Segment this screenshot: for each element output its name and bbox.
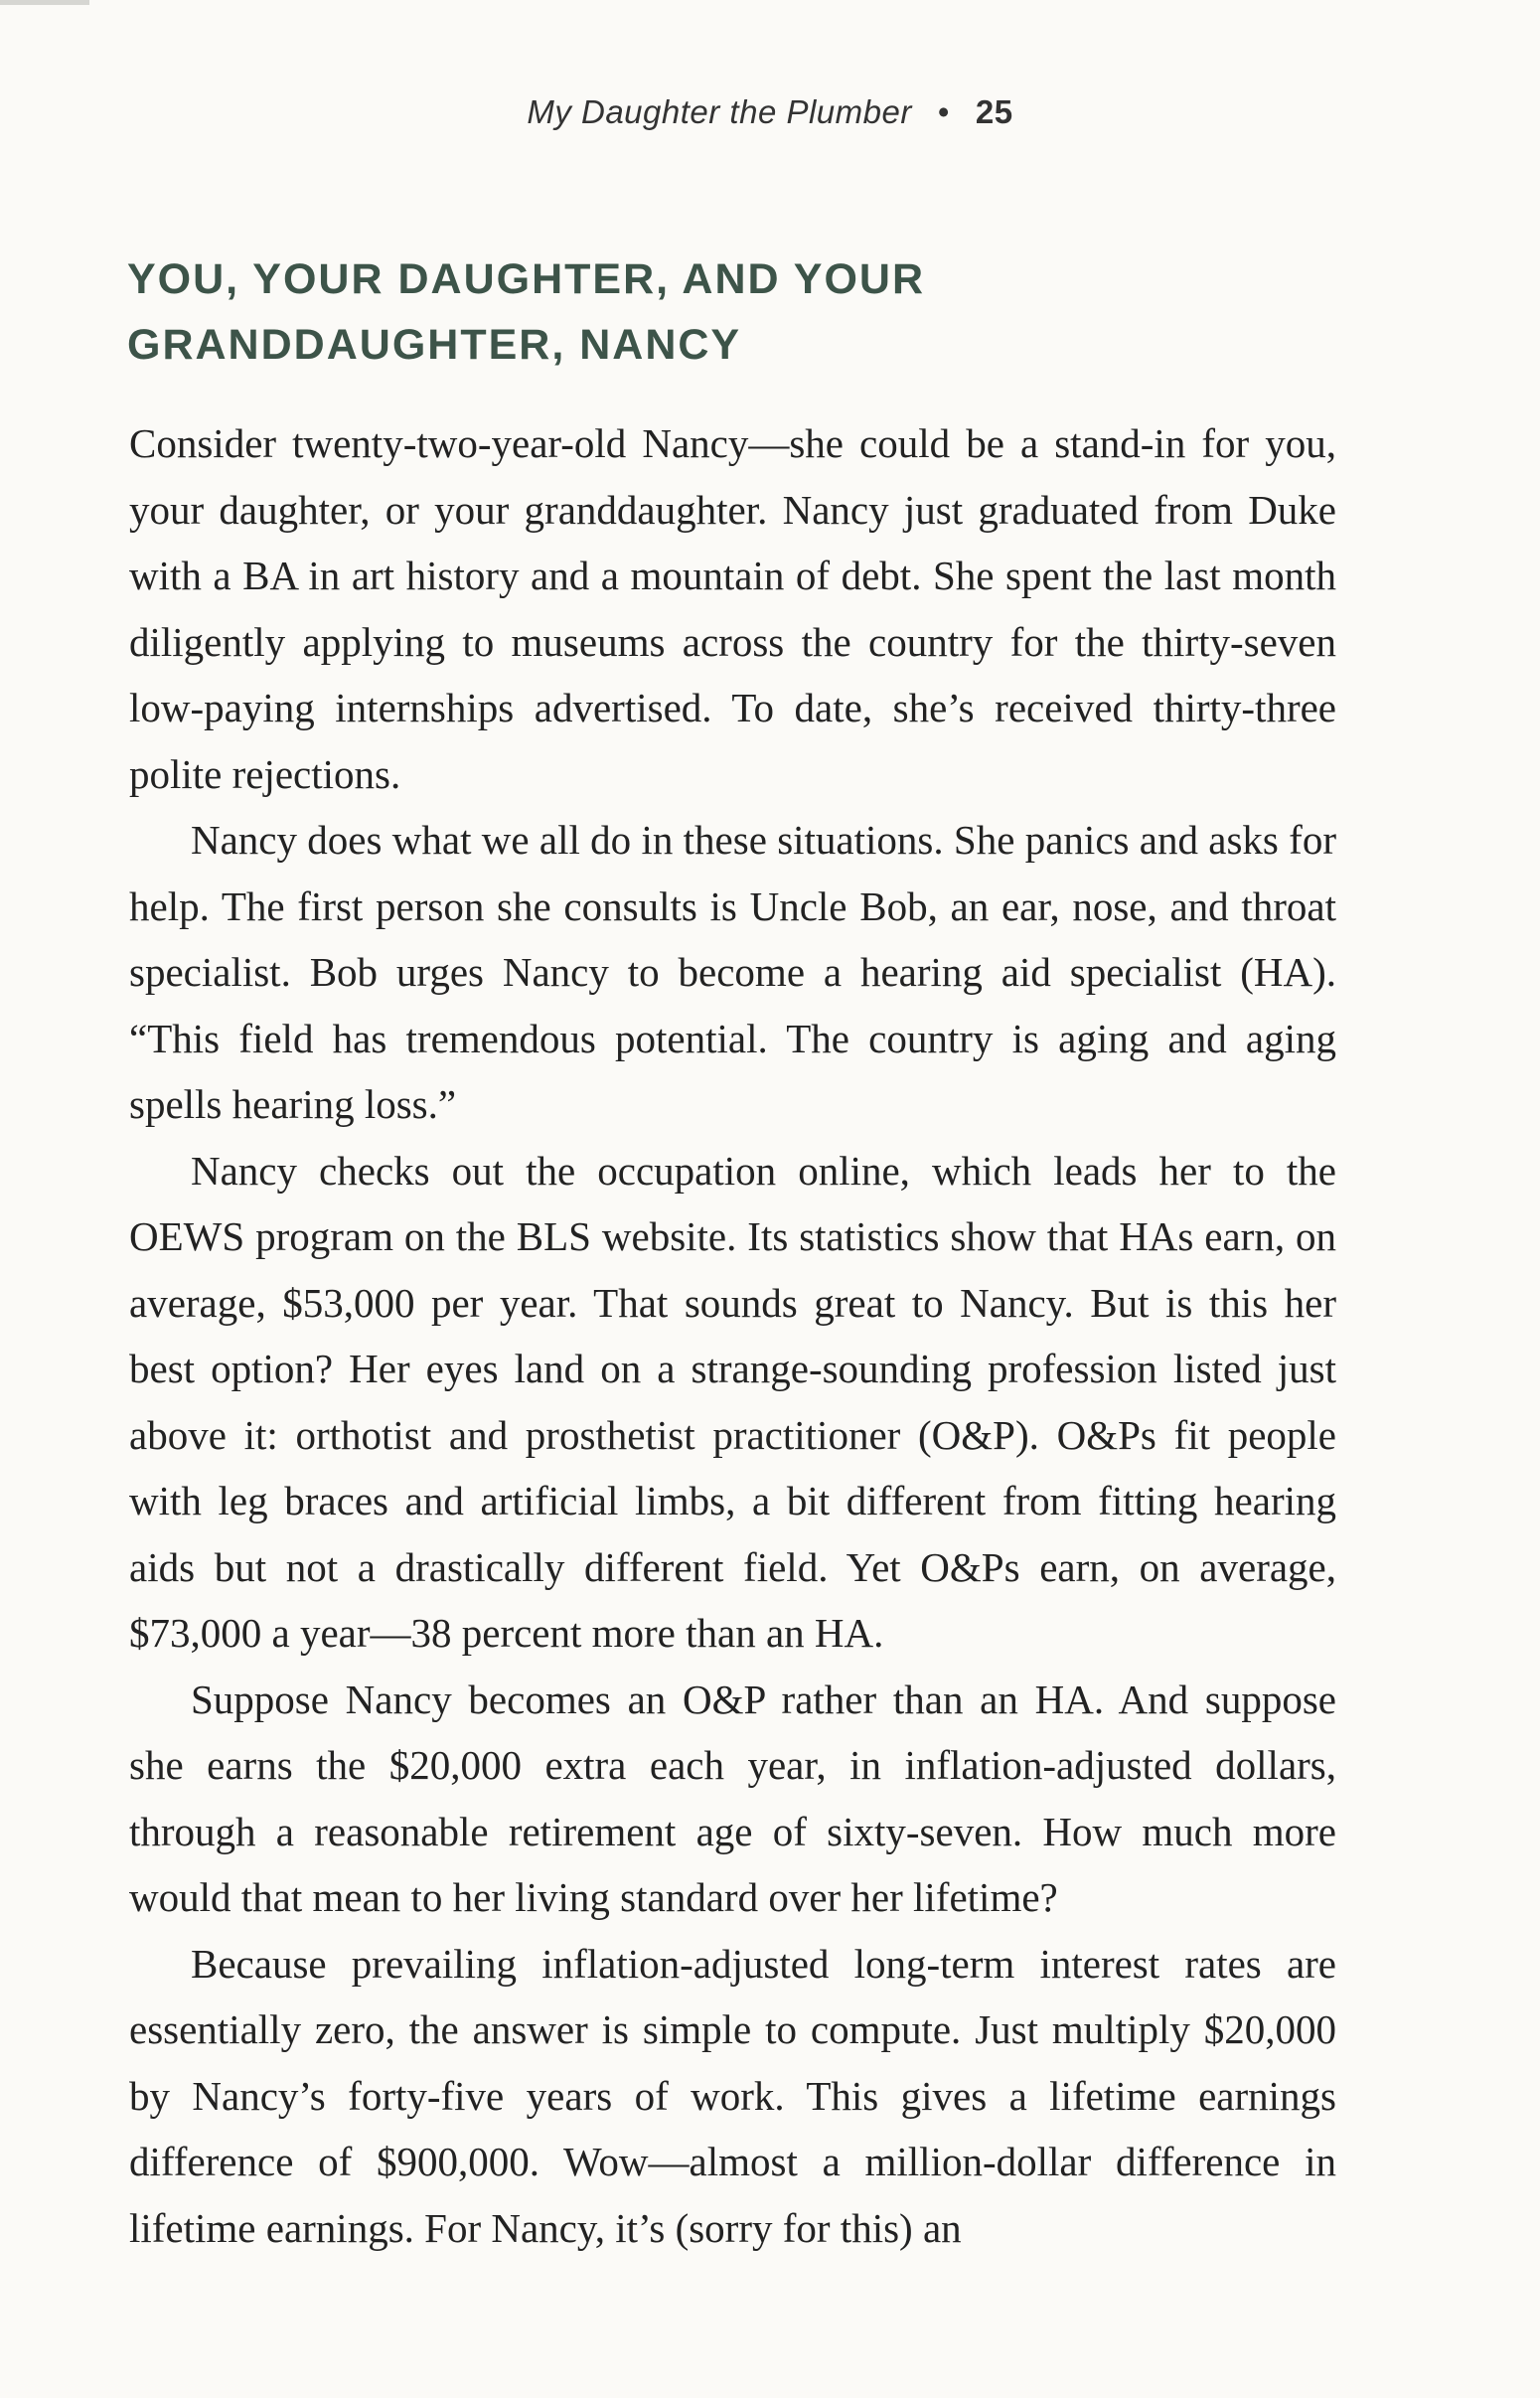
page-number: 25	[975, 93, 1013, 130]
paragraph-2: Nancy does what we all do in these situations. She panics and asks for help. The first person she consults is Uncle Bob, an ear, nose, and throat specialist. Bob urges Nancy to become a hearing aid specialist (HA). “This field has tremendous potential. The country is aging and aging spells hearing loss.”	[129, 817, 1336, 1127]
scan-edge-mark	[0, 0, 89, 5]
running-head-separator: •	[937, 93, 950, 130]
paragraph-4: Suppose Nancy becomes an O&P rather than an HA. And suppose she earns the $20,000 extra each year, in inflation-adjusted dollars, through a reasonable retirement age of sixty-seven. How much more would that mean to her living standard over her lifetime?	[129, 1676, 1336, 1920]
section-heading-line-1: YOU, YOUR DAUGHTER, AND YOUR	[127, 255, 925, 303]
paragraph-1: Consider twenty-two-year-old Nancy—she could be a stand-in for you, your daughter, or your granddaughter. Nancy just graduated from Duke with a BA in art history and a mountain of debt. She spent the last month diligently applying to museums across the country for the thirty-seven low-paying internships advertised. To date, she’s received thirty-three polite rejections.	[129, 420, 1336, 797]
section-heading	[127, 246, 1220, 378]
paragraph-3: Nancy checks out the occupation online, which leads her to the OEWS program on the BLS website. Its statistics show that HAs earn, on average, $53,000 per year. That sounds great to Nancy. But is this her best option? Her eyes land on a strange-sounding profession listed just above it: orthotist and prosthetist practitioner (O&P). O&Ps fit people with leg braces and artificial limbs, a bit different from fitting hearing aids but not a drastically different field. Yet O&Ps earn, on average, $73,000 a year—38 percent more than an HA.	[129, 1147, 1336, 1656]
running-head-title: My Daughter the Plumber	[527, 93, 912, 130]
running-head	[0, 93, 1540, 131]
paragraph-5: Because prevailing inflation-adjusted long-term interest rates are essentially zero, the answer is simple to compute. Just multiply $20,000 by Nancy’s forty-five years of work. This gives a lifetime earnings difference of $900,000. Wow—almost a million-dollar difference in lifetime earnings. For Nancy, it’s (sorry for this) an	[129, 1940, 1336, 2251]
section-heading-line-2: GRANDDAUGHTER, NANCY	[127, 321, 742, 369]
body-text	[129, 410, 1336, 2261]
